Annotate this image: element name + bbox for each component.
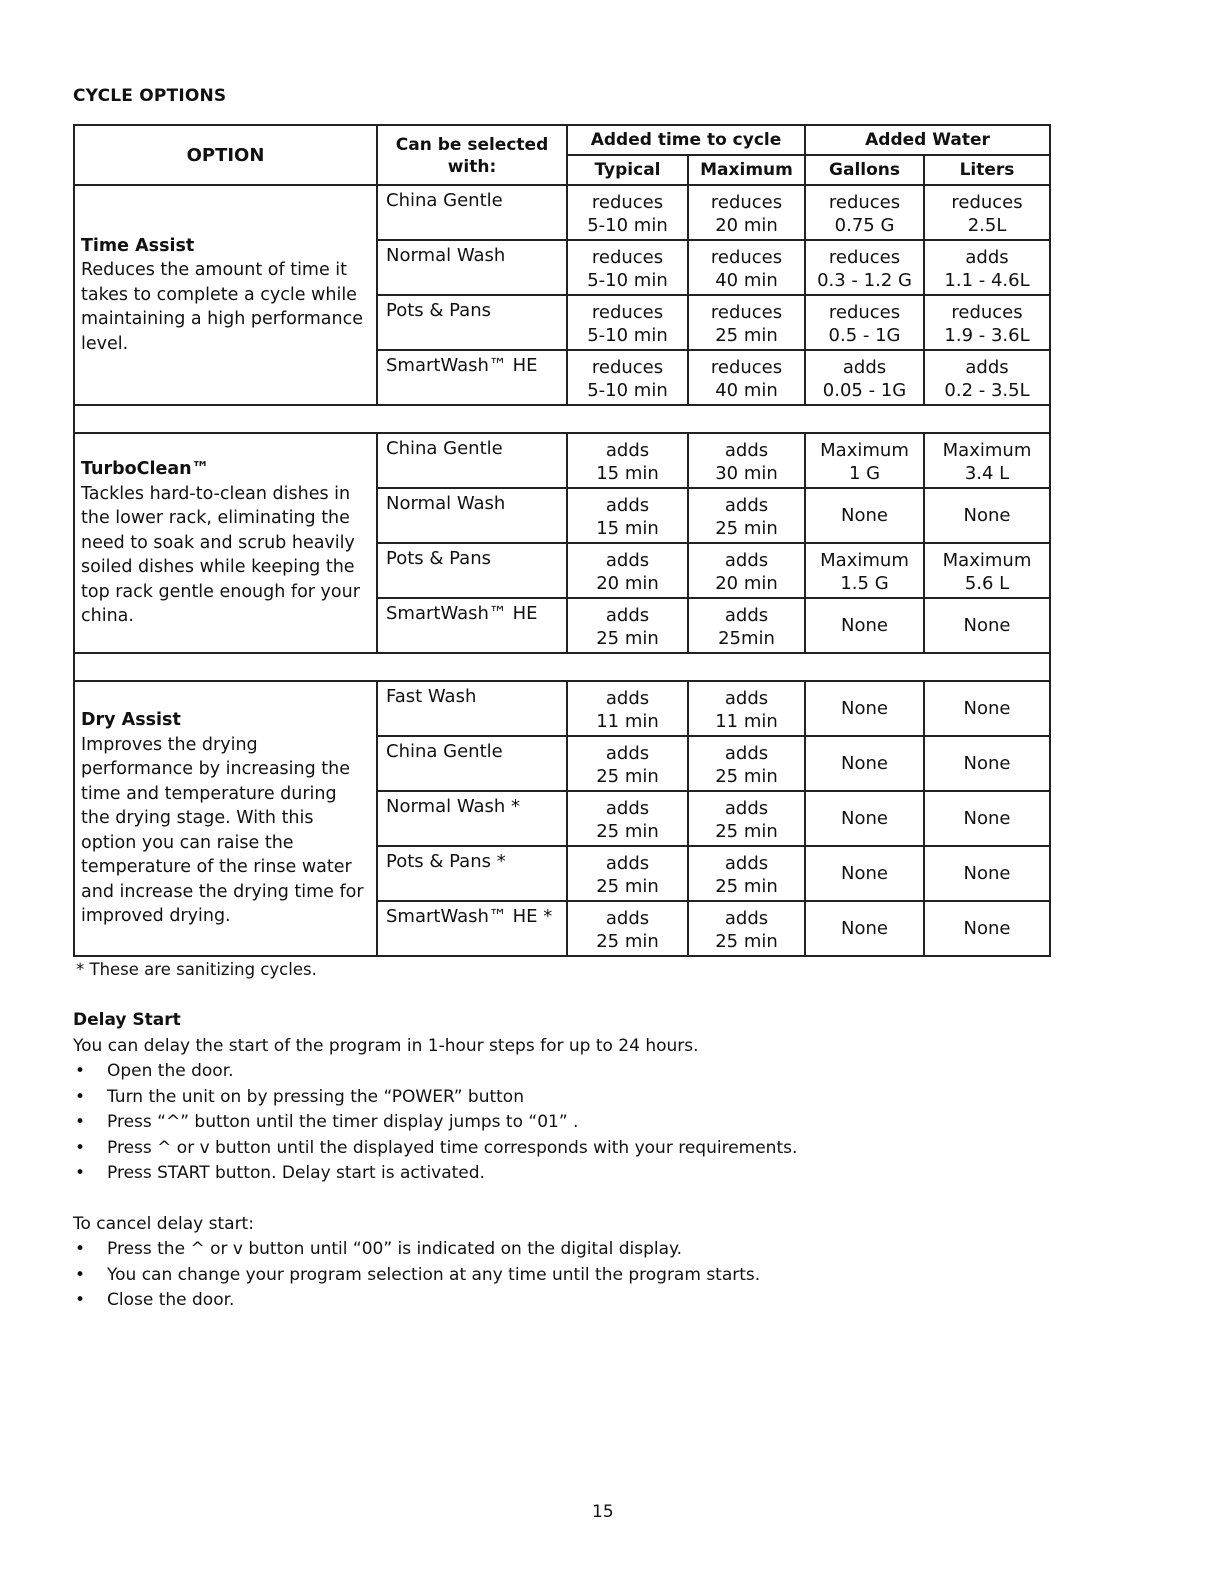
cycle-name: Normal Wash *	[377, 791, 567, 846]
typical-line: adds	[605, 743, 650, 764]
cancel-steps	[73, 1237, 973, 1314]
maximum-line: 25 min	[715, 325, 778, 346]
maximum-value	[688, 846, 805, 901]
cycle-options-table	[73, 124, 1051, 957]
maximum-line: adds	[724, 688, 769, 709]
typical-line: 5-10 min	[587, 215, 668, 236]
gallons-line: None	[841, 808, 888, 829]
header-added-water: Added Water	[805, 125, 1050, 155]
maximum-line: adds	[724, 605, 769, 626]
gallons-line: 0.5 - 1G	[828, 325, 901, 346]
liters-line: reduces	[951, 302, 1023, 323]
typical-value	[567, 185, 688, 240]
header-gallons: Gallons	[805, 155, 924, 185]
bullet: •	[75, 1112, 86, 1132]
typical-line: 25 min	[596, 821, 659, 842]
list-item-text: Press “^” button until the timer display jumps to “01” .	[107, 1112, 579, 1132]
gallons-value	[805, 846, 924, 901]
gallons-line: adds	[842, 357, 887, 378]
list-item-text: Turn the unit on by pressing the “POWER” button	[107, 1086, 524, 1107]
header-can-be-selected: Can be selected with:	[377, 125, 567, 185]
maximum-line: 25 min	[715, 931, 778, 952]
maximum-line: 11 min	[715, 711, 778, 732]
gallons-line: None	[841, 505, 888, 526]
list-item	[73, 1237, 973, 1263]
typical-value	[567, 736, 688, 791]
liters-line: adds	[965, 357, 1009, 378]
typical-value	[567, 240, 688, 295]
liters-line: Maximum	[942, 440, 1032, 461]
liters-value	[924, 846, 1050, 901]
maximum-line: adds	[724, 495, 769, 516]
gallons-value	[805, 736, 924, 791]
typical-line: reduces	[591, 302, 664, 323]
liters-value	[924, 240, 1050, 295]
list-item	[73, 1059, 973, 1085]
table-row	[74, 185, 1050, 240]
gallons-value	[805, 350, 924, 405]
liters-value	[924, 350, 1050, 405]
cycle-options-body	[74, 125, 1050, 956]
option-description: Improves the drying performance by increasing the time and temperature during the drying stage. With this option you can raise the temperature of the rinse water and increase the drying time for improved drying.	[81, 734, 364, 927]
liters-line: None	[963, 753, 1011, 774]
liters-value	[924, 598, 1050, 653]
section-title: CYCLE OPTIONS	[73, 86, 227, 106]
list-item-text: You can change your program selection at any time until the program starts.	[107, 1264, 761, 1285]
liters-line: adds	[965, 247, 1009, 268]
spacer-row	[74, 405, 1050, 433]
typical-line: adds	[605, 853, 650, 874]
liters-value	[924, 681, 1050, 736]
gallons-line: 0.3 - 1.2 G	[817, 270, 912, 291]
gallons-line: reduces	[828, 302, 901, 323]
liters-value	[924, 433, 1050, 488]
typical-line: adds	[605, 798, 650, 819]
maximum-value	[688, 350, 805, 405]
maximum-value	[688, 295, 805, 350]
list-item	[73, 1263, 973, 1289]
gallons-value	[805, 488, 924, 543]
gallons-line: 0.75 G	[834, 215, 895, 236]
typical-line: 5-10 min	[587, 325, 668, 346]
maximum-line: adds	[724, 550, 769, 571]
liters-line: 1.1 - 4.6L	[944, 270, 1030, 291]
typical-line: 15 min	[596, 518, 659, 539]
liters-line: 2.5L	[967, 215, 1007, 236]
header-typical: Typical	[567, 155, 688, 185]
gallons-line: reduces	[828, 247, 901, 268]
typical-line: 20 min	[596, 573, 659, 594]
list-item	[73, 1085, 973, 1111]
header-liters: Liters	[924, 155, 1050, 185]
maximum-value	[688, 791, 805, 846]
typical-line: 25 min	[596, 931, 659, 952]
bullet: •	[75, 1290, 86, 1310]
gallons-value	[805, 791, 924, 846]
header-maximum: Maximum	[688, 155, 805, 185]
typical-line: adds	[605, 440, 650, 461]
maximum-line: 40 min	[715, 380, 778, 401]
header-option: OPTION	[74, 125, 377, 185]
typical-line: adds	[605, 688, 650, 709]
spacer-row	[74, 653, 1050, 681]
liters-line: None	[963, 918, 1011, 939]
maximum-line: 25 min	[715, 518, 778, 539]
cycle-name: Normal Wash	[377, 488, 567, 543]
maximum-line: adds	[724, 440, 769, 461]
typical-line: reduces	[591, 247, 664, 268]
typical-line: adds	[605, 908, 650, 929]
option-description: Tackles hard-to-clean dishes in the lower rack, eliminating the need to soak and scrub heavily soiled dishes while keeping the top rack gentle enough for your china.	[81, 483, 360, 627]
page-number: 15	[592, 1502, 614, 1522]
maximum-line: adds	[724, 908, 769, 929]
gallons-value	[805, 185, 924, 240]
liters-line: None	[963, 863, 1011, 884]
maximum-line: reduces	[710, 357, 783, 378]
cycle-name: Pots & Pans	[377, 295, 567, 350]
list-item	[73, 1288, 973, 1314]
maximum-value	[688, 901, 805, 956]
typical-line: adds	[605, 495, 650, 516]
liters-value	[924, 736, 1050, 791]
liters-value	[924, 791, 1050, 846]
bullet: •	[75, 1061, 86, 1081]
typical-value	[567, 543, 688, 598]
gallons-line: None	[841, 863, 888, 884]
typical-line: 25 min	[596, 628, 659, 649]
option-cell	[74, 681, 377, 956]
typical-value	[567, 350, 688, 405]
maximum-line: adds	[724, 743, 769, 764]
list-item	[73, 1136, 973, 1162]
cycle-name: China Gentle	[377, 185, 567, 240]
delay-start-steps	[73, 1059, 973, 1187]
typical-line: reduces	[591, 357, 664, 378]
option-title: Dry Assist	[81, 710, 181, 731]
list-item-text: Press ^ or v button until the displayed time corresponds with your requirements.	[107, 1137, 798, 1158]
option-title: Time Assist	[81, 235, 195, 256]
typical-value	[567, 846, 688, 901]
table-row	[74, 433, 1050, 488]
cycle-name: SmartWash™ HE *	[377, 901, 567, 956]
list-item	[73, 1110, 973, 1136]
maximum-value	[688, 488, 805, 543]
gallons-line: None	[841, 698, 888, 719]
typical-line: 25 min	[596, 876, 659, 897]
cycle-name: Normal Wash	[377, 240, 567, 295]
option-description: Reduces the amount of time it takes to complete a cycle while maintaining a high performance level.	[81, 260, 363, 354]
liters-line: reduces	[951, 192, 1023, 213]
spacer-cell	[74, 405, 1050, 433]
delay-start-section	[73, 1008, 973, 1314]
gallons-value	[805, 598, 924, 653]
typical-line: adds	[605, 605, 650, 626]
maximum-value	[688, 185, 805, 240]
gallons-line: None	[841, 615, 888, 636]
liters-value	[924, 185, 1050, 240]
option-cell	[74, 185, 377, 405]
gallons-line: Maximum	[820, 550, 909, 571]
liters-line: None	[963, 615, 1011, 636]
footnote: * These are sanitizing cycles.	[76, 960, 317, 979]
maximum-line: 30 min	[715, 463, 778, 484]
cycle-name: Pots & Pans *	[377, 846, 567, 901]
list-item-text: Press the ^ or v button until “00” is indicated on the digital display.	[107, 1239, 683, 1259]
maximum-line: 25min	[718, 628, 775, 649]
liters-line: 3.4 L	[964, 463, 1010, 484]
liters-line: None	[963, 505, 1011, 526]
maximum-line: reduces	[710, 247, 783, 268]
bullet: •	[75, 1137, 86, 1158]
cycle-name: Pots & Pans	[377, 543, 567, 598]
typical-line: 5-10 min	[587, 270, 668, 291]
typical-line: 11 min	[596, 711, 659, 732]
bullet: •	[75, 1163, 86, 1183]
cycle-name: China Gentle	[377, 736, 567, 791]
gallons-line: None	[841, 753, 888, 774]
liters-value	[924, 295, 1050, 350]
gallons-line: reduces	[828, 192, 901, 213]
liters-value	[924, 901, 1050, 956]
cycle-name: SmartWash™ HE	[377, 598, 567, 653]
bullet: •	[75, 1239, 86, 1259]
liters-line: None	[963, 698, 1011, 719]
gallons-value	[805, 681, 924, 736]
maximum-value	[688, 240, 805, 295]
typical-value	[567, 295, 688, 350]
cancel-heading: To cancel delay start:	[73, 1213, 254, 1234]
option-title: TurboClean™	[81, 459, 210, 480]
maximum-line: 25 min	[715, 766, 778, 787]
gallons-line: None	[841, 918, 888, 939]
gallons-line: 0.05 - 1G	[822, 380, 907, 401]
maximum-line: 25 min	[715, 821, 778, 842]
maximum-line: 20 min	[715, 573, 778, 594]
gallons-value	[805, 901, 924, 956]
bullet: •	[75, 1086, 86, 1107]
list-item	[73, 1161, 973, 1187]
delay-start-intro: You can delay the start of the program in 1-hour steps for up to 24 hours.	[73, 1035, 699, 1056]
liters-line: Maximum	[942, 550, 1032, 571]
typical-line: 5-10 min	[587, 380, 668, 401]
maximum-line: reduces	[710, 302, 783, 323]
delay-start-heading: Delay Start	[73, 1010, 181, 1030]
gallons-value	[805, 240, 924, 295]
liters-line: 5.6 L	[964, 573, 1010, 594]
gallons-line: 1 G	[848, 463, 881, 484]
maximum-value	[688, 681, 805, 736]
list-item-text: Open the door.	[107, 1061, 234, 1081]
maximum-line: 25 min	[715, 876, 778, 897]
liters-line: None	[963, 808, 1011, 829]
gallons-line: Maximum	[820, 440, 909, 461]
typical-line: 15 min	[596, 463, 659, 484]
liters-value	[924, 488, 1050, 543]
maximum-line: reduces	[710, 192, 783, 213]
maximum-value	[688, 433, 805, 488]
cycle-name: SmartWash™ HE	[377, 350, 567, 405]
typical-value	[567, 791, 688, 846]
maximum-value	[688, 736, 805, 791]
maximum-line: 20 min	[715, 215, 778, 236]
typical-value	[567, 681, 688, 736]
typical-value	[567, 433, 688, 488]
gallons-value	[805, 433, 924, 488]
maximum-value	[688, 598, 805, 653]
maximum-value	[688, 543, 805, 598]
option-cell	[74, 433, 377, 653]
table-row	[74, 681, 1050, 736]
gallons-value	[805, 295, 924, 350]
cycle-name: China Gentle	[377, 433, 567, 488]
typical-line: reduces	[591, 192, 664, 213]
header-added-time: Added time to cycle	[567, 125, 805, 155]
typical-value	[567, 488, 688, 543]
typical-value	[567, 901, 688, 956]
maximum-line: adds	[724, 798, 769, 819]
maximum-line: 40 min	[715, 270, 778, 291]
typical-line: 25 min	[596, 766, 659, 787]
header-row	[74, 125, 1050, 155]
liters-value	[924, 543, 1050, 598]
gallons-line: 1.5 G	[840, 573, 889, 594]
cycle-name: Fast Wash	[377, 681, 567, 736]
list-item-text: Press START button. Delay start is activated.	[107, 1163, 485, 1183]
spacer-cell	[74, 653, 1050, 681]
bullet: •	[75, 1264, 86, 1285]
typical-value	[567, 598, 688, 653]
liters-line: 0.2 - 3.5L	[944, 380, 1030, 401]
liters-line: 1.9 - 3.6L	[944, 325, 1030, 346]
gallons-value	[805, 543, 924, 598]
maximum-line: adds	[724, 853, 769, 874]
list-item-text: Close the door.	[107, 1290, 235, 1310]
typical-line: adds	[605, 550, 650, 571]
